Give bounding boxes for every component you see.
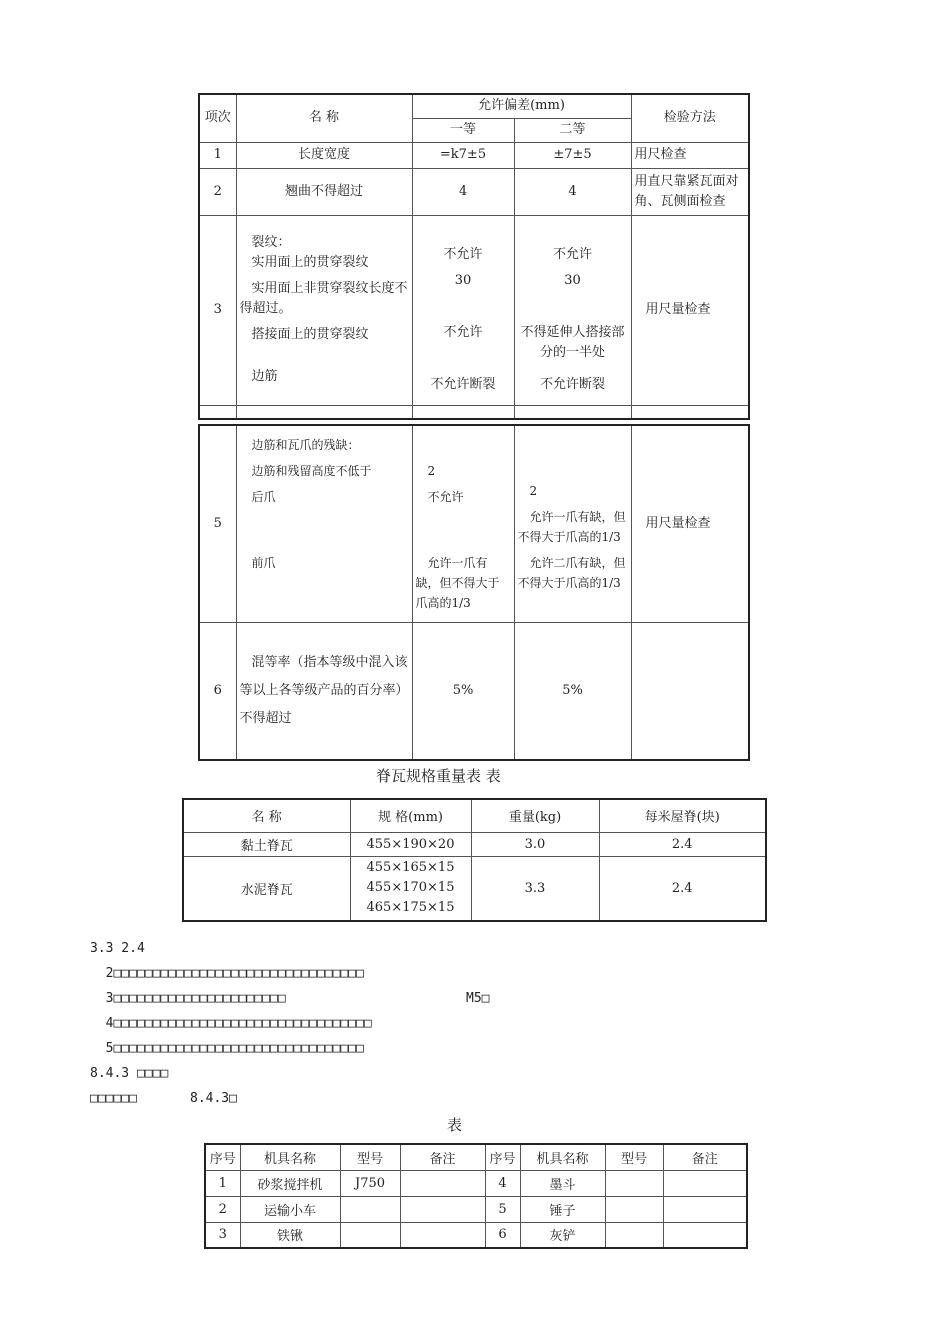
cell-method: 用尺量检查 [631, 215, 749, 405]
cell-name-list [236, 215, 412, 405]
header-method: 检验方法 [631, 94, 749, 142]
cell-grade2: ±7±5 [514, 142, 631, 168]
grade1-value: 不允许 [443, 325, 483, 340]
header-item-no: 项次 [199, 94, 236, 142]
table-cell [400, 1222, 485, 1248]
grade1-value: 允许一爪有缺，但不得大于爪高的1/3 [415, 555, 500, 610]
table-header-row [205, 1144, 747, 1170]
tools-table [204, 1143, 748, 1249]
ridge-tile-table [182, 798, 767, 922]
table-cell: 1 [205, 1170, 240, 1196]
cell-grade2: 4 [514, 168, 631, 215]
table-cell: J750 [340, 1170, 400, 1196]
header-weight: 重量(kg) [471, 799, 599, 832]
table-cell: 铁锹 [240, 1222, 340, 1248]
grade1-value: 2 [427, 463, 436, 478]
table-row [199, 622, 749, 760]
grade2-value: 允许一爪有缺，但不得大于爪高的1/3 [517, 509, 626, 544]
crack-item: 边筋 [251, 369, 278, 384]
cell-grade1-list [412, 425, 514, 622]
cell-no: 1 [199, 142, 236, 168]
cell-no: 2 [199, 168, 236, 215]
header-cell: 型号 [605, 1144, 663, 1170]
table-row [183, 856, 766, 921]
cell-grade1-list [412, 215, 514, 405]
header-cell: 型号 [340, 1144, 400, 1170]
cell-name-list [236, 425, 412, 622]
paragraph-line: 3.3 2.4 [90, 941, 145, 956]
cell-grade2: 5% [514, 622, 631, 760]
header-grade1: 一等 [412, 118, 514, 142]
cell-method: 用直尺靠紧瓦面对角、瓦侧面检查 [631, 168, 749, 215]
cell-weight: 3.0 [471, 832, 599, 856]
cell-weight: 3.3 [471, 856, 599, 921]
cell-method: 用尺检查 [631, 142, 749, 168]
table-row [199, 142, 749, 168]
grade2-value: 允许二爪有缺，但不得大于爪高的1/3 [517, 555, 626, 590]
paragraph-line: □□□□□□ [90, 1091, 137, 1106]
grade1-value: 30 [454, 273, 472, 288]
grade1-value: 不允许 [443, 247, 483, 262]
table-row [183, 832, 766, 856]
cell-per-meter: 2.4 [599, 832, 766, 856]
table-cell: 锤子 [520, 1196, 605, 1222]
table-row [205, 1196, 747, 1222]
cell-no: 5 [199, 425, 236, 622]
table-cell [605, 1196, 663, 1222]
table-cell [663, 1196, 747, 1222]
grade2-value: 30 [564, 273, 581, 288]
table-row [205, 1222, 747, 1248]
crack-item: 实用面上的贯穿裂纹 [251, 255, 369, 270]
header-grade2: 二等 [514, 118, 631, 142]
table-cell: 6 [485, 1222, 520, 1248]
cell-spec: 455×190×20 [350, 832, 471, 856]
cell-no: 3 [199, 215, 236, 405]
table-cell: 墨斗 [520, 1170, 605, 1196]
header-cell: 序号 [485, 1144, 520, 1170]
header-cell: 机具名称 [240, 1144, 340, 1170]
header-tolerance: 允许偏差(mm) [412, 94, 631, 118]
grade1-value: 不允许 [427, 489, 464, 504]
table-cell [400, 1170, 485, 1196]
cell-name: 长度宽度 [236, 142, 412, 168]
defect-item: 后爪 [251, 489, 276, 504]
grade1-value: 不允许断裂 [430, 377, 496, 392]
cell-name: 混等率（指本等级中混入该等以上各等级产品的百分率）不得超过 [236, 622, 412, 760]
table-cell: 4 [485, 1170, 520, 1196]
crack-heading: 裂纹： [251, 235, 291, 250]
table-cell [340, 1196, 400, 1222]
cell-grade1: =k7±5 [412, 142, 514, 168]
table-cell [663, 1170, 747, 1196]
tools-caption: 表 [447, 1116, 463, 1134]
paragraph-line: M5□ [466, 991, 490, 1006]
table-row [199, 425, 749, 622]
crack-item: 搭接面上的贯穿裂纹 [251, 327, 369, 342]
paragraph-line: 4□□□□□□□□□□□□□□□□□□□□□□□□□□□□□□□□□ [90, 1016, 372, 1031]
header-name: 名 称 [183, 799, 350, 832]
cell-method: 用尺量检查 [631, 425, 749, 622]
table-cell: 灰铲 [520, 1222, 605, 1248]
grade2-value: 不允许断裂 [539, 377, 605, 392]
grade2-value: 不得延伸人搭接部分的一半处 [520, 325, 625, 360]
header-spec: 规 格(mm) [350, 799, 471, 832]
table-cell [663, 1222, 747, 1248]
cell-no: 6 [199, 622, 236, 760]
grade2-value: 不允许 [552, 247, 592, 262]
header-cell: 备注 [663, 1144, 747, 1170]
cell-grade2-list [514, 215, 631, 405]
table-cell [340, 1222, 400, 1248]
paragraph-line: 5□□□□□□□□□□□□□□□□□□□□□□□□□□□□□□□□ [90, 1041, 364, 1056]
paragraph-line: 8.4.3□ [190, 1091, 237, 1106]
crack-item: 实用面上非贯穿裂纹长度不得超过。 [239, 281, 408, 316]
table-cell: 运输小车 [240, 1196, 340, 1222]
cell-name: 黏土脊瓦 [183, 832, 350, 856]
defect-heading: 边筋和瓦爪的残缺： [251, 437, 360, 452]
table-cell: 5 [485, 1196, 520, 1222]
cell-per-meter: 2.4 [599, 856, 766, 921]
header-cell: 序号 [205, 1144, 240, 1170]
table-cell [605, 1170, 663, 1196]
defect-item: 边筋和残留高度不低于 [251, 463, 372, 478]
tolerance-table-continued [198, 424, 750, 761]
paragraph-line: 3□□□□□□□□□□□□□□□□□□□□□□ [90, 991, 286, 1006]
table-cell: 砂浆搅拌机 [240, 1170, 340, 1196]
tolerance-table [198, 93, 750, 420]
header-cell: 机具名称 [520, 1144, 605, 1170]
header-cell: 备注 [400, 1144, 485, 1170]
paragraph-line: 2□□□□□□□□□□□□□□□□□□□□□□□□□□□□□□□□ [90, 966, 364, 981]
cell-name: 翘曲不得超过 [236, 168, 412, 215]
header-name: 名 称 [236, 94, 412, 142]
cell-grade1: 5% [412, 622, 514, 760]
cell-method [631, 622, 749, 760]
cell-grade2-list [514, 425, 631, 622]
table-row [199, 168, 749, 215]
grade2-value: 2 [529, 483, 538, 498]
table-row [205, 1170, 747, 1196]
table-cell: 3 [205, 1222, 240, 1248]
defect-item: 前爪 [251, 555, 276, 570]
ridge-tile-caption: 脊瓦规格重量表 表 [376, 767, 501, 785]
header-per-meter: 每米屋脊(块) [599, 799, 766, 832]
spec-value: 465×175×15 [366, 900, 455, 916]
table-cell [400, 1196, 485, 1222]
table-cell: 2 [205, 1196, 240, 1222]
table-cell [605, 1222, 663, 1248]
spec-value: 455×170×15 [366, 880, 455, 896]
cell-spec-list [350, 856, 471, 921]
spec-value: 455×165×15 [366, 860, 455, 876]
cell-name: 水泥脊瓦 [183, 856, 350, 921]
table-row [199, 215, 749, 405]
section-heading: 8.4.3 □□□□ [90, 1066, 169, 1081]
cell-grade1: 4 [412, 168, 514, 215]
